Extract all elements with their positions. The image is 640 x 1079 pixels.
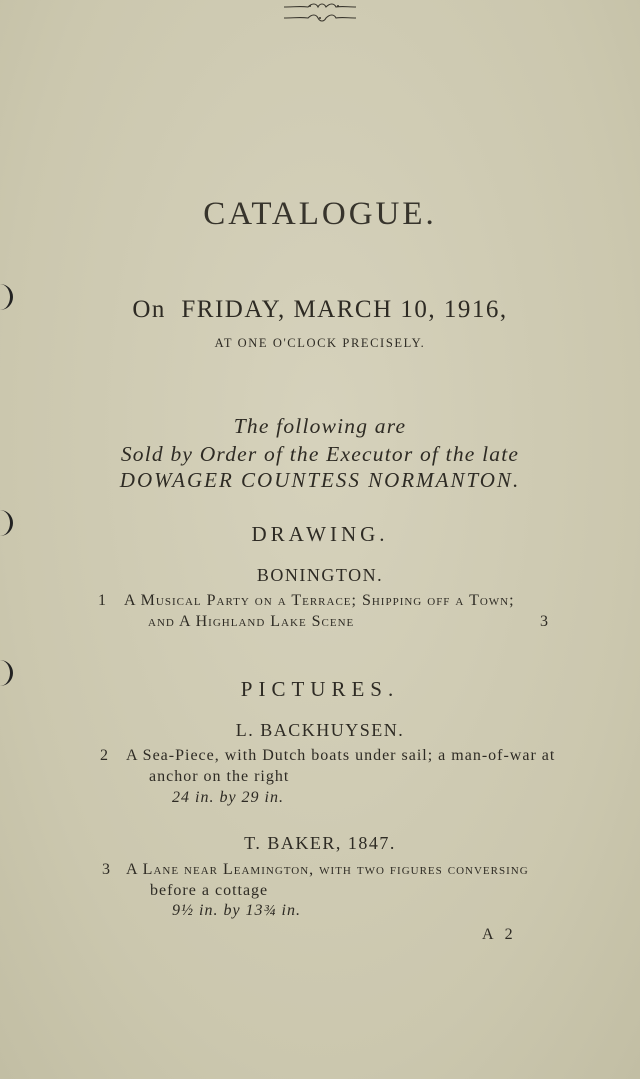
intro-line-1: The following are: [233, 414, 407, 438]
lot-description: A Lane near Leamington, with two figures conversing: [126, 861, 529, 878]
lot-description: A Musical Party on a Terrace; Shipping off a Town;: [124, 592, 515, 609]
sale-time: AT ONE O'CLOCK PRECISELY.: [214, 336, 426, 350]
lot-number: 1: [98, 592, 107, 609]
intro-line-2: Sold by Order of the Executor of the late: [120, 442, 520, 466]
ornament-flourish-icon: [0, 12, 640, 24]
section-heading-drawing: DRAWING.: [251, 522, 389, 546]
lot-dimensions: 24 in. by 29 in.: [172, 789, 284, 806]
artist-baker: T. BAKER, 1847.: [244, 833, 396, 853]
lot-number: 3: [102, 861, 111, 878]
artist-backhuysen: L. BACKHUYSEN.: [235, 720, 405, 740]
lot-number: 2: [100, 747, 109, 764]
lot-description-cont: before a cottage: [150, 882, 269, 899]
ornament-flourish-icon: [0, 0, 640, 12]
lot-description-cont: and A Highland Lake Scene: [148, 613, 355, 630]
lot-description: A Sea-Piece, with Dutch boats under sail; a man-of-war at: [126, 747, 556, 764]
artist-bonington: BONINGTON.: [256, 565, 384, 585]
page-title: CATALOGUE.: [203, 196, 437, 232]
lot-description-cont: anchor on the right: [149, 768, 290, 785]
section-heading-pictures: PICTURES.: [240, 677, 400, 701]
intro-line-3: DOWAGER COUNTESS NORMANTON.: [119, 468, 521, 492]
lot-count: 3: [540, 613, 549, 630]
lot-dimensions: 9½ in. by 13¾ in.: [172, 902, 301, 919]
sale-date: On FRIDAY, MARCH 10, 1916,: [132, 296, 508, 323]
signature-mark: A 2: [482, 926, 517, 943]
